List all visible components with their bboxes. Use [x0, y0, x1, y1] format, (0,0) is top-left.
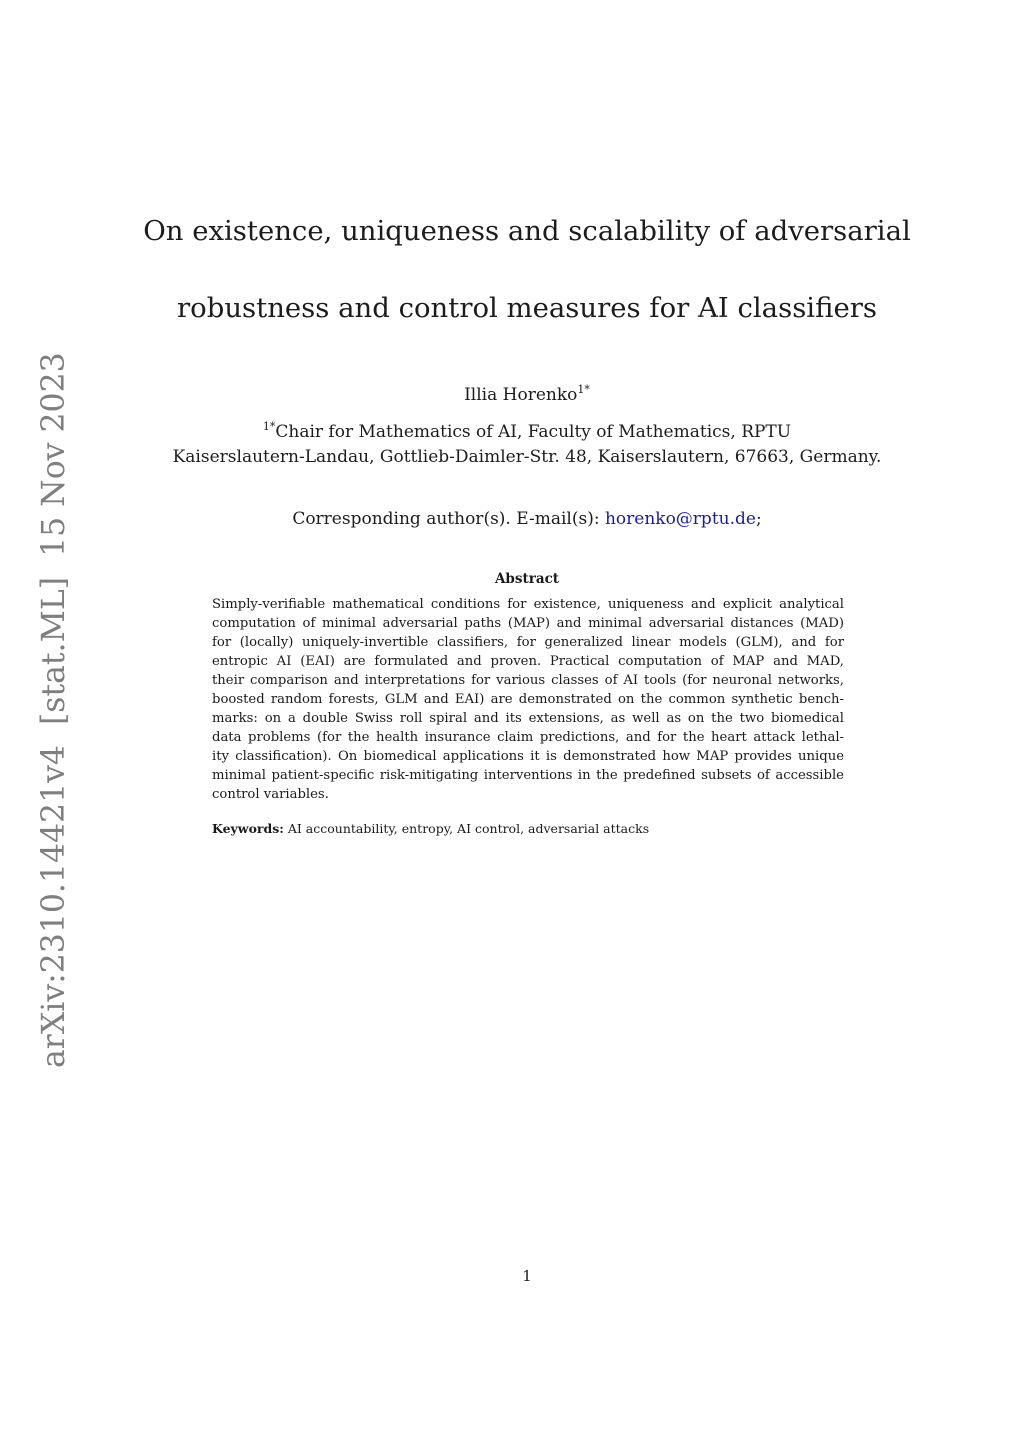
affiliation-line-1 — [0, 421, 1024, 443]
abstract-line: marks: on a double Swiss roll spiral and its extensions, as well as on the two biomedical — [212, 711, 844, 726]
paper-title-line-1: On existence, uniqueness and scalability of adversarial — [143, 215, 911, 247]
paper-title-line-2: robustness and control measures for AI classifiers — [177, 292, 877, 324]
abstract-line: for (locally) uniquely-invertible classifiers, for generalized linear models (GLM), and for — [212, 635, 844, 650]
author-name: Illia Horenko — [464, 385, 578, 405]
arxiv-category: [stat.ML] — [36, 576, 72, 725]
abstract-line: control variables. — [212, 787, 329, 802]
abstract-line: computation of minimal adversarial paths (MAP) and minimal adversarial distances (MAD) — [212, 616, 844, 631]
affiliation-line-2: Kaiserslautern-Landau, Gottlieb-Daimler-Str. 48, Kaiserslautern, 67663, Germany. — [172, 447, 882, 467]
abstract-line: boosted random forests, GLM and EAI) are demonstrated on the common synthetic bench- — [212, 692, 844, 707]
keywords-text: AI accountability, entropy, AI control, adversarial attacks — [283, 821, 650, 836]
affiliation-marker: 1* — [262, 420, 276, 433]
arxiv-id: arXiv:2310.14421v4 — [36, 745, 72, 1068]
affiliation-text-1: Chair for Mathematics of AI, Faculty of Mathematics, RPTU — [275, 422, 792, 442]
corresponding-label: Corresponding author(s). E-mail(s): — [292, 509, 605, 529]
abstract-line: entropic AI (EAI) are formulated and proven. Practical computation of MAP and MAD, — [212, 654, 844, 669]
author-line — [0, 384, 1024, 406]
corresponding-author-line — [0, 508, 1024, 530]
abstract-line: data problems (for the health insurance claim predictions, and for the heart attack lethal- — [212, 730, 844, 745]
arxiv-date: 15 Nov 2023 — [36, 352, 72, 557]
page-number: 1 — [522, 1267, 532, 1285]
author-affiliation-marker: 1* — [577, 383, 590, 396]
abstract-heading: Abstract — [494, 571, 560, 587]
email-link[interactable]: horenko@rptu.de — [604, 509, 756, 529]
abstract-body — [212, 595, 844, 804]
keywords-line — [212, 820, 852, 838]
keywords-label: Keywords: — [212, 821, 284, 836]
abstract-line: Simply-verifiable mathematical conditions for existence, uniqueness and explicit analytical — [212, 597, 844, 612]
abstract-line: their comparison and interpretations for various classes of AI tools (for neuronal networks, — [212, 673, 844, 688]
abstract-line: minimal patient-specific risk-mitigating interventions in the predefined subsets of accessible — [212, 768, 844, 783]
abstract-line: ity classification). On biomedical applications it is demonstrated how MAP provides unique — [212, 749, 844, 764]
corresponding-suffix: ; — [755, 509, 762, 529]
